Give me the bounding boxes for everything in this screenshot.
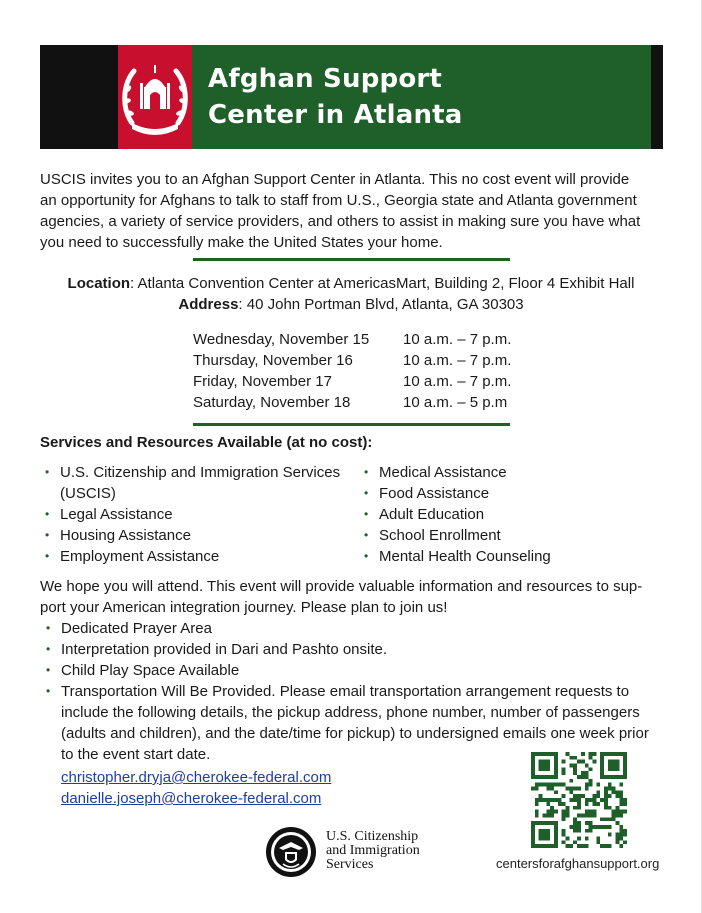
dhs-seal-icon <box>265 826 317 878</box>
qr-code-icon[interactable] <box>531 752 627 848</box>
schedule-row <box>193 329 511 350</box>
schedule-row <box>193 350 511 371</box>
schedule-hours: 10 a.m. – 7 p.m. <box>403 352 512 369</box>
schedule-hours: 10 a.m. – 7 p.m. <box>403 373 512 390</box>
schedule-row <box>193 371 511 392</box>
schedule-hours: 10 a.m. – 7 p.m. <box>403 331 512 348</box>
page-title <box>208 61 463 133</box>
address-label: Address <box>178 296 239 313</box>
intro-paragraph <box>40 169 662 253</box>
flag-black-stripe <box>40 45 118 149</box>
schedule-day: Thursday, November 16 <box>193 352 353 369</box>
intro-line: an opportunity for Afghans to talk to staff from U.S., Georgia state and Atlanta government <box>40 192 637 209</box>
services-list-left <box>40 462 360 567</box>
intro-line: agencies, a variety of service providers, and others to assist in making sure you have what <box>40 213 641 230</box>
closing-paragraph <box>40 576 662 618</box>
intro-line: USCIS invites you to an Afghan Support Center in Atlanta. This no cost event will provide <box>40 171 630 188</box>
schedule-table <box>193 329 511 413</box>
list-item: • Medical Assistance <box>359 462 659 483</box>
address-value: : 40 John Portman Blvd, Atlanta, GA 30303 <box>238 296 524 313</box>
email-link-christopher[interactable]: christopher.dryja@cherokee-federal.com <box>61 769 332 786</box>
banner-right-edge <box>651 45 663 149</box>
event-amenities-list <box>40 618 662 765</box>
uscis-wordmark: U.S. Citizenship and Immigration Services <box>326 829 420 872</box>
title-line-1: Afghan Support <box>208 64 443 94</box>
header-banner <box>40 45 663 149</box>
list-item: • Housing Assistance <box>40 525 360 546</box>
list-item: • U.S. Citizenship and Immigration Services (USCIS) <box>40 462 360 504</box>
address-line <box>40 295 662 315</box>
afghan-emblem-icon <box>118 53 192 141</box>
list-item: • Dedicated Prayer Area <box>40 618 662 639</box>
location-value: : Atlanta Convention Center at AmericasMart, Building 2, Floor 4 Exhibit Hall <box>130 275 635 292</box>
schedule-row <box>193 392 511 413</box>
list-item: • Transportation Will Be Provided. Please email transportation arrangement requests to include the following details, the pickup address, phone number, number of passengers (adults and children), and the date/time for pickup) to undersigned emails one week prior to the event start date. <box>40 681 662 765</box>
list-item: • Legal Assistance <box>40 504 360 525</box>
title-line-2: Center in Atlanta <box>208 100 463 130</box>
intro-line: you need to successfully make the United States your home. <box>40 234 443 251</box>
list-item: • Child Play Space Available <box>40 660 662 681</box>
contact-emails <box>61 767 331 809</box>
website-link[interactable]: centersforafghansupport.org <box>496 856 660 871</box>
list-item: • Mental Health Counseling <box>359 546 659 567</box>
email-link-danielle[interactable]: danielle.joseph@cherokee-federal.com <box>61 790 322 807</box>
list-item: • Adult Education <box>359 504 659 525</box>
list-item: • Food Assistance <box>359 483 659 504</box>
schedule-day: Friday, November 17 <box>193 373 332 390</box>
list-item: • School Enrollment <box>359 525 659 546</box>
services-heading: Services and Resources Available (at no cost): <box>40 434 373 451</box>
schedule-day: Wednesday, November 15 <box>193 331 370 348</box>
list-item: • Employment Assistance <box>40 546 360 567</box>
closing-line: We hope you will attend. This event will provide valuable information and resources to sup- <box>40 578 643 595</box>
closing-line: port your American integration journey. Please plan to join us! <box>40 599 448 616</box>
location-line <box>40 274 662 294</box>
services-list-right <box>359 462 659 567</box>
divider-top <box>193 258 510 261</box>
location-label: Location <box>67 275 131 292</box>
schedule-day: Saturday, November 18 <box>193 394 351 411</box>
list-item: • Interpretation provided in Dari and Pashto onsite. <box>40 639 662 660</box>
schedule-hours: 10 a.m. – 5 p.m <box>403 394 508 411</box>
divider-bottom <box>193 423 510 426</box>
